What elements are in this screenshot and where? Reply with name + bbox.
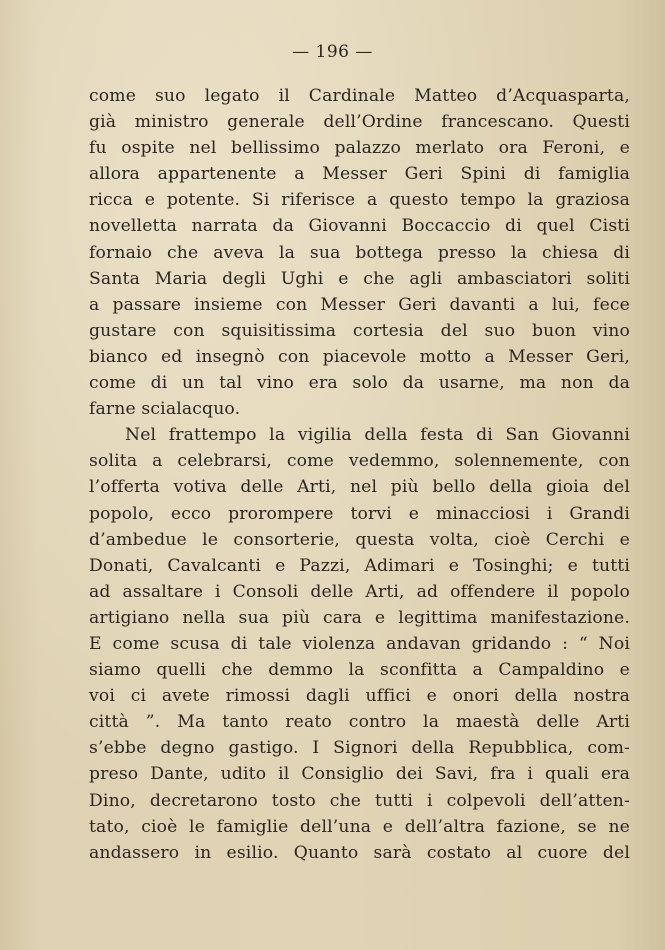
text-line: Dino, decretarono tosto che tutti i colpevoli dell’atten-: [89, 790, 630, 811]
paragraph-first-line: Nel frattempo la vigilia della festa di San Giovanni: [125, 425, 630, 446]
text-line: bianco ed insegnò con piacevole motto a Messer Geri,: [89, 346, 630, 367]
text-line: d’ambedue le consorterie, questa volta, cioè Cerchi e: [89, 529, 630, 550]
text-line: ad assaltare i Consoli delle Arti, ad offendere il popolo: [89, 581, 630, 602]
text-line: andassero in esilio. Quanto sarà costato al cuore del: [89, 842, 630, 863]
text-line: a passare insieme con Messer Geri davanti a lui, fece: [89, 294, 630, 315]
text-line: voi ci avete rimossi dagli uffici e onori della nostra: [89, 686, 630, 707]
text-line: farne scialacquo.: [89, 399, 241, 420]
text-line: preso Dante, udito il Consiglio dei Savi, fra i quali era: [89, 764, 630, 785]
text-line: fornaio che aveva la sua bottega presso la chiesa di: [89, 242, 630, 263]
text-line: tato, cioè le famiglie dell’una e dell’altra fazione, se ne: [89, 816, 630, 837]
text-line: allora appartenente a Messer Geri Spini di famiglia: [89, 164, 630, 185]
text-line: artigiano nella sua più cara e legittima manifestazione.: [89, 607, 630, 628]
text-line: già ministro generale dell’Ordine francescano. Questi: [89, 112, 630, 133]
body-text: [89, 83, 630, 866]
text-line: ricca e potente. Si riferisce a questo tempo la graziosa: [89, 190, 630, 211]
text-line: come di un tal vino era solo da usarne, ma non da: [89, 373, 630, 394]
text-line: siamo quelli che demmo la sconfitta a Campaldino e: [89, 660, 630, 681]
text-line: s’ebbe degno gastigo. I Signori della Repubblica, com-: [89, 738, 630, 759]
text-line: popolo, ecco prorompere torvi e minacciosi i Grandi: [89, 503, 630, 524]
text-line: Santa Maria degli Ughi e che agli ambasciatori soliti: [89, 268, 630, 289]
text-line: Donati, Cavalcanti e Pazzi, Adimari e Tosinghi; e tutti: [89, 555, 630, 576]
text-line: solita a celebrarsi, come vedemmo, solennemente, con: [89, 451, 630, 472]
text-line: E come scusa di tale violenza andavan gridando : “ Noi: [89, 633, 630, 654]
text-line: città ”. Ma tanto reato contro la maestà delle Arti: [89, 712, 630, 733]
text-line: come suo legato il Cardinale Matteo d’Acquasparta,: [89, 86, 630, 106]
text-line: l’offerta votiva delle Arti, nel più bello della gioia del: [89, 477, 630, 498]
text-line: gustare con squisitissima cortesia del suo buon vino: [89, 320, 630, 341]
page-number-header: — 196 —: [292, 42, 373, 62]
text-line: fu ospite nel bellissimo palazzo merlato ora Feroni, e: [89, 138, 630, 159]
text-line: novelletta narrata da Giovanni Boccaccio di quel Cisti: [89, 216, 630, 237]
